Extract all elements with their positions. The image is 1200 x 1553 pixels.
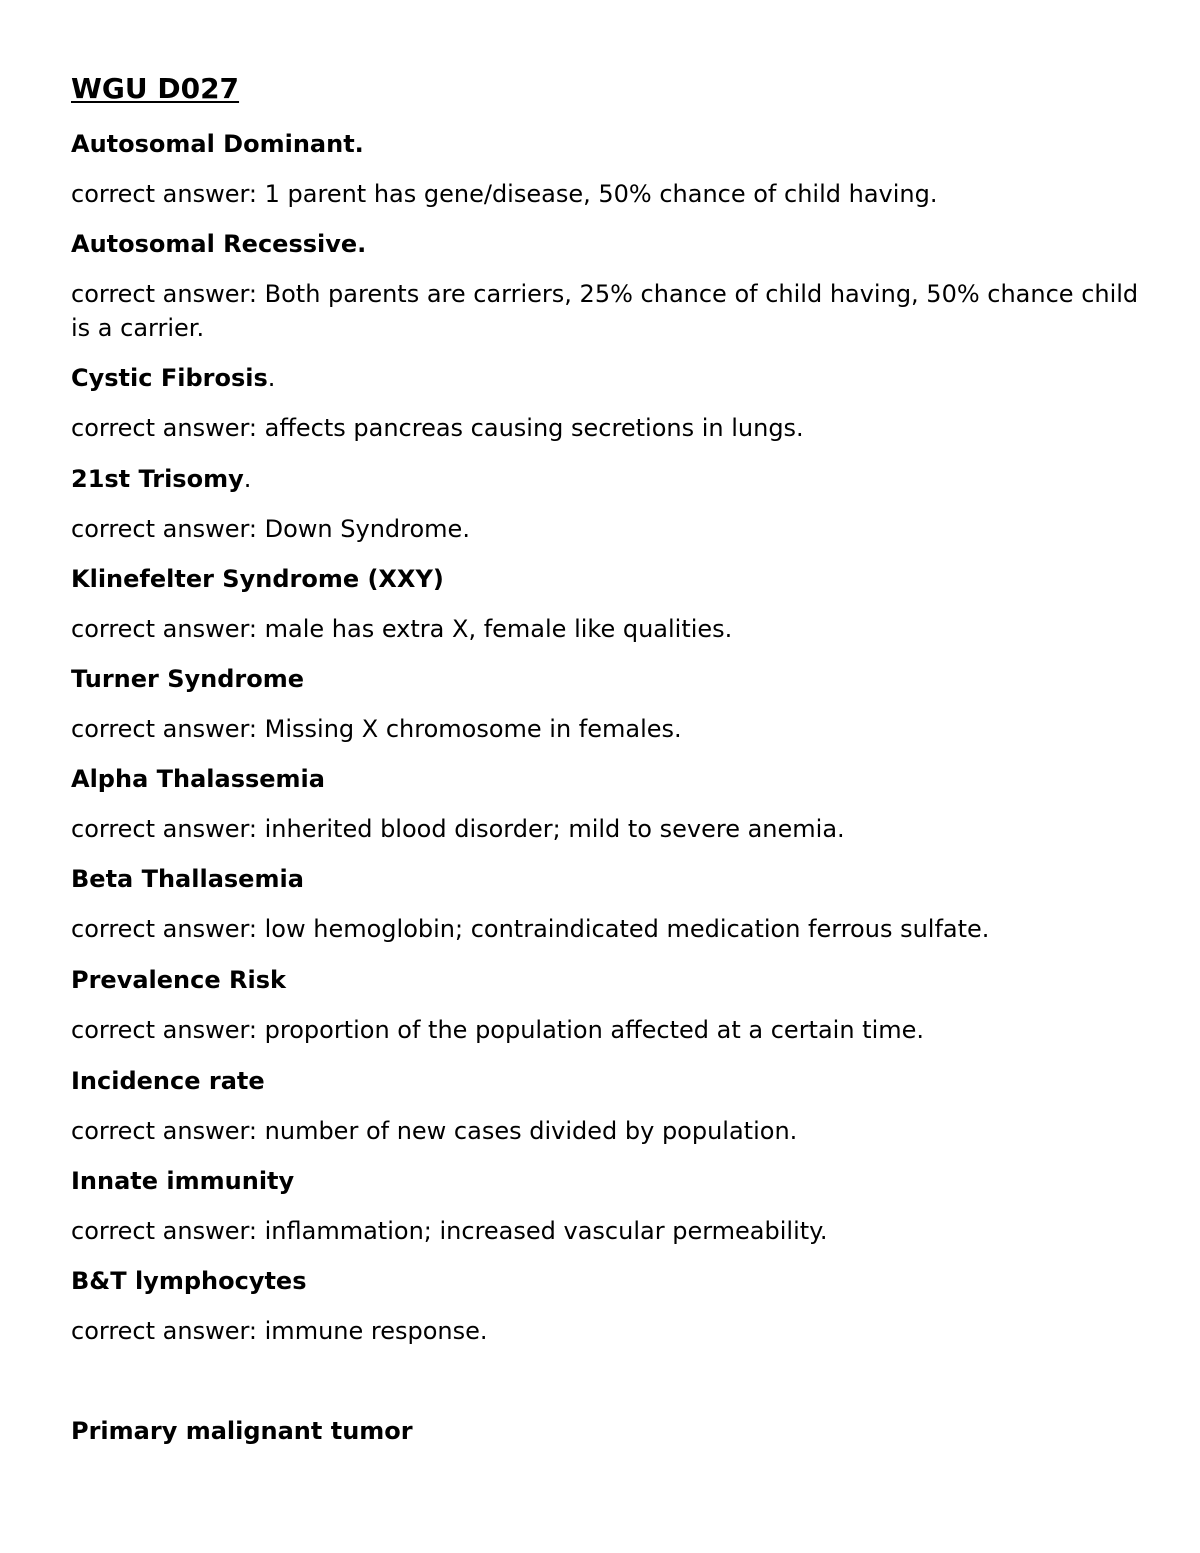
term-alpha-thalassemia xyxy=(71,762,1151,796)
document-title: WGU D027 xyxy=(71,72,240,105)
term-text: Cystic Fibrosis xyxy=(71,364,268,392)
term-incidence-rate xyxy=(71,1064,1151,1098)
answer-autosomal-recessive: correct answer: Both parents are carriers, 25% chance of child having, 50% chance child is a carrier. xyxy=(71,280,1139,342)
term-autosomal-recessive xyxy=(71,227,1151,261)
answer-innate-immunity: correct answer: inflammation; increased vascular permeability. xyxy=(71,1217,828,1245)
answer-turner-syndrome: correct answer: Missing X chromosome in females. xyxy=(71,715,682,743)
term-text: Turner Syndrome xyxy=(71,665,305,693)
term-klinefelter-syndrome xyxy=(71,562,1151,596)
term-beta-thallasemia xyxy=(71,862,1151,896)
term-text: 21st Trisomy xyxy=(71,465,244,493)
answer-cystic-fibrosis: correct answer: affects pancreas causing secretions in lungs. xyxy=(71,414,804,442)
term-text: B&T lymphocytes xyxy=(71,1267,307,1295)
term-text: Primary malignant tumor xyxy=(71,1417,413,1445)
term-text: Klinefelter Syndrome (XXY) xyxy=(71,565,444,593)
answer-alpha-thalassemia: correct answer: inherited blood disorder; mild to severe anemia. xyxy=(71,815,845,843)
term-text: Innate immunity xyxy=(71,1167,295,1195)
term-innate-immunity xyxy=(71,1164,1151,1198)
term-suffix: . xyxy=(243,465,252,493)
answer-prevalence-risk: correct answer: proportion of the population affected at a certain time. xyxy=(71,1016,925,1044)
term-text: Incidence rate xyxy=(71,1067,265,1095)
term-autosomal-dominant xyxy=(71,127,1151,161)
term-text: Prevalence Risk xyxy=(71,966,286,994)
term-text: Alpha Thalassemia xyxy=(71,765,325,793)
term-bt-lymphocytes xyxy=(71,1264,1151,1298)
answer-bt-lymphocytes: correct answer: immune response. xyxy=(71,1317,488,1345)
term-text: Autosomal Dominant. xyxy=(71,130,364,158)
term-cystic-fibrosis xyxy=(71,361,1151,395)
answer-autosomal-dominant: correct answer: 1 parent has gene/disease, 50% chance of child having. xyxy=(71,180,938,208)
term-primary-malignant-tumor xyxy=(71,1414,1151,1448)
term-prevalence-risk xyxy=(71,963,1151,997)
answer-klinefelter-syndrome: correct answer: male has extra X, female like qualities. xyxy=(71,615,733,643)
term-suffix: . xyxy=(267,364,276,392)
answer-beta-thallasemia: correct answer: low hemoglobin; contraindicated medication ferrous sulfate. xyxy=(71,915,990,943)
answer-incidence-rate: correct answer: number of new cases divided by population. xyxy=(71,1117,798,1145)
answer-21st-trisomy: correct answer: Down Syndrome. xyxy=(71,515,470,543)
term-turner-syndrome xyxy=(71,662,1151,696)
term-text: Beta Thallasemia xyxy=(71,865,304,893)
term-text: Autosomal Recessive. xyxy=(71,230,367,258)
term-21st-trisomy xyxy=(71,462,1151,496)
